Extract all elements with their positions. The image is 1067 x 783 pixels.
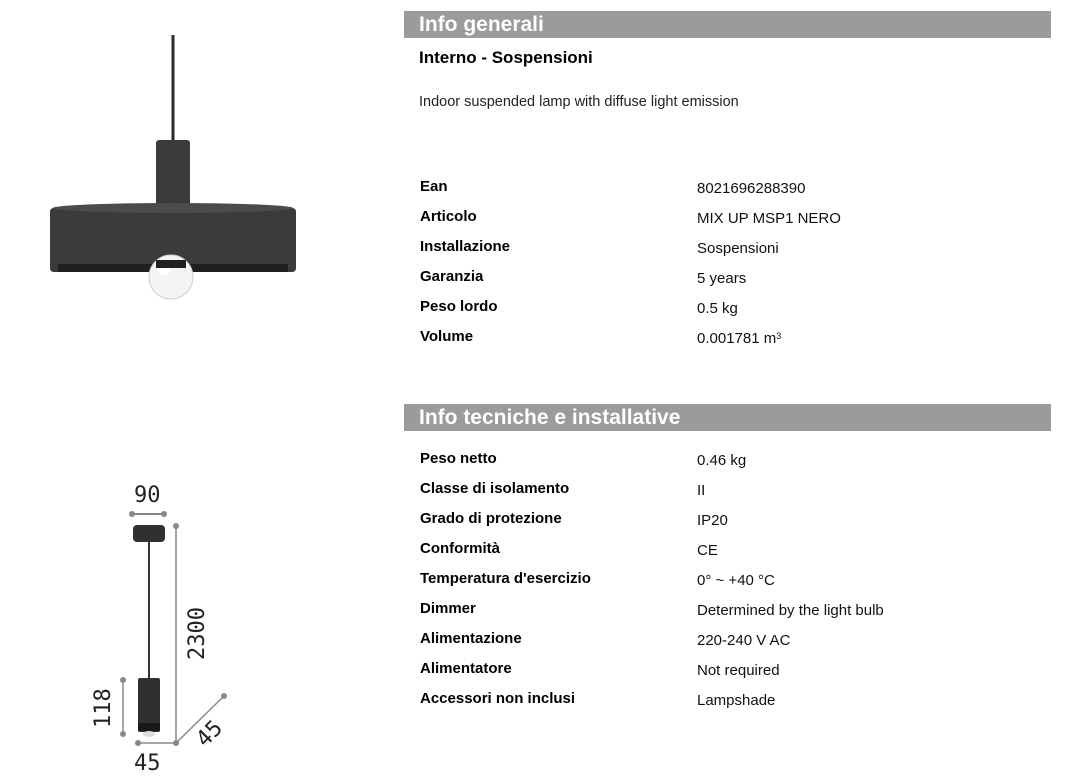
- section-header-general: Info generali: [404, 11, 1051, 38]
- spec-row-articolo: [420, 208, 1020, 238]
- spec-row-temperatura: [420, 570, 1020, 600]
- spec-label: Accessori non inclusi: [420, 690, 576, 707]
- spec-row-volume: [420, 328, 1020, 358]
- spec-value: 220-240 V AC: [697, 632, 791, 649]
- spec-row-conformita: [420, 540, 1020, 570]
- spec-value: 0.5 kg: [697, 300, 738, 317]
- section-header-technical: Info tecniche e installative: [404, 404, 1051, 431]
- spec-label: Peso lordo: [420, 298, 498, 315]
- product-photo: [40, 30, 340, 330]
- spec-row-dimmer: [420, 600, 1020, 630]
- dim-body-height: 118: [91, 688, 116, 728]
- spec-row-alimentazione: [420, 630, 1020, 660]
- spec-label: Volume: [420, 328, 474, 345]
- spec-value: CE: [697, 542, 718, 559]
- spec-value: 0.46 kg: [697, 452, 747, 469]
- spec-value: MIX UP MSP1 NERO: [697, 210, 841, 227]
- spec-value: Not required: [697, 662, 780, 679]
- spec-label: Articolo: [420, 208, 477, 225]
- volume-number: 0.001781 m: [697, 330, 777, 347]
- spec-row-alimentatore: [420, 660, 1020, 690]
- dimension-drawing: [80, 478, 260, 778]
- spec-value: 5 years: [697, 270, 747, 287]
- spec-row-peso-netto: [420, 450, 1020, 480]
- spec-row-grado-protezione: [420, 510, 1020, 540]
- spec-value-volume: [697, 330, 781, 347]
- spec-label: Garanzia: [420, 268, 484, 285]
- spec-label: Grado di protezione: [420, 510, 562, 527]
- product-category: Interno - Sospensioni: [419, 48, 593, 67]
- spec-label: Temperatura d'esercizio: [420, 570, 591, 587]
- spec-label: Ean: [420, 178, 448, 195]
- dim-canopy-width: 90: [134, 483, 161, 508]
- technical-spec-table: [420, 450, 1020, 720]
- spec-row-classe-isolamento: [420, 480, 1020, 510]
- product-description: Indoor suspended lamp with diffuse light emission: [419, 94, 739, 110]
- volume-unit-exponent: 3: [776, 331, 782, 341]
- spec-label: Alimentatore: [420, 660, 512, 677]
- dim-body-width: 45: [134, 751, 161, 776]
- spec-row-ean: [420, 178, 1020, 208]
- dim-cable-length: 2300: [185, 607, 210, 660]
- general-spec-table: [420, 178, 1020, 358]
- spec-value: 8021696288390: [697, 180, 806, 197]
- spec-row-installazione: [420, 238, 1020, 268]
- spec-value: 0° ~ +40 °C: [697, 572, 775, 589]
- spec-label: Conformità: [420, 540, 500, 557]
- spec-value: II: [697, 482, 706, 499]
- spec-value: Sospensioni: [697, 240, 779, 257]
- spec-label: Dimmer: [420, 600, 476, 617]
- spec-label: Classe di isolamento: [420, 480, 570, 497]
- dim-body-depth: 45: [191, 715, 228, 753]
- spec-label: Alimentazione: [420, 630, 522, 647]
- spec-value: Determined by the light bulb: [697, 602, 884, 619]
- spec-label: Peso netto: [420, 450, 497, 467]
- spec-row-accessori: [420, 690, 1020, 720]
- spec-value: Lampshade: [697, 692, 776, 709]
- spec-label: Installazione: [420, 238, 511, 255]
- spec-row-peso-lordo: [420, 298, 1020, 328]
- spec-row-garanzia: [420, 268, 1020, 298]
- spec-value: IP20: [697, 512, 728, 529]
